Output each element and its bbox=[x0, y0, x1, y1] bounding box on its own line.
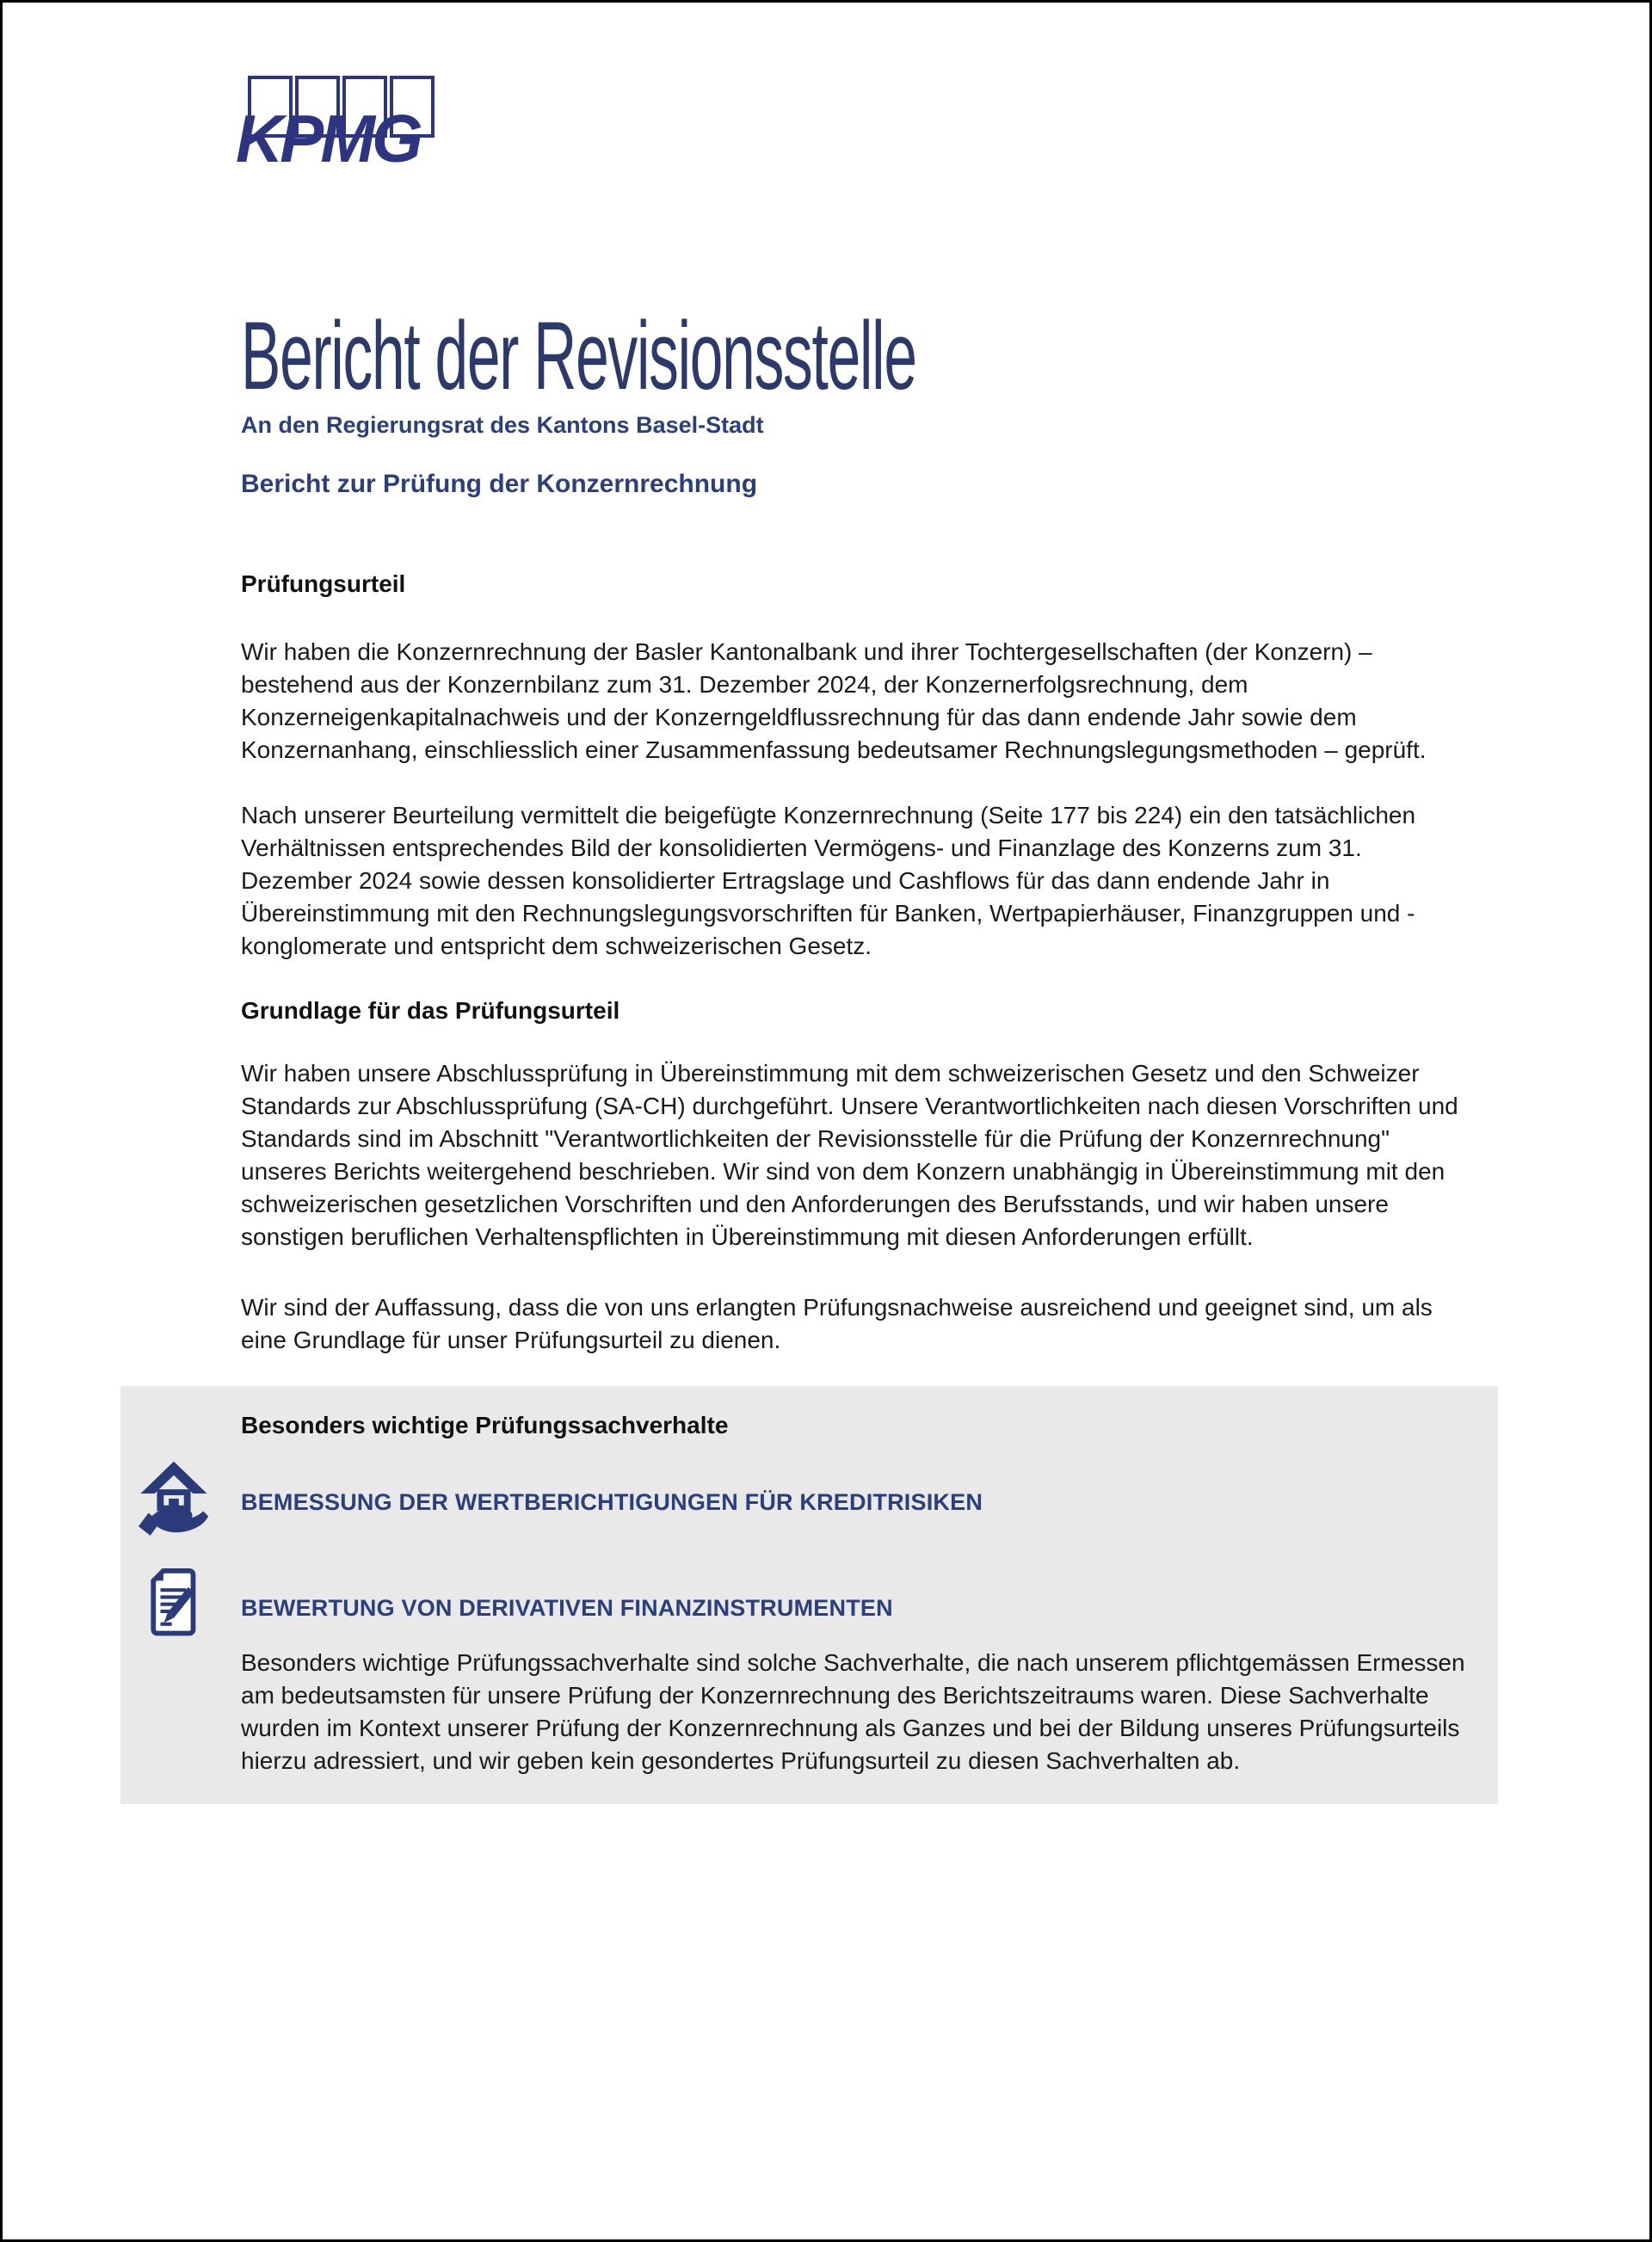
key-audit-matter-credit-risk-label: BEMESSUNG DER WERTBERICHTIGUNGEN FÜR KREDITRISIKEN bbox=[241, 1489, 983, 1515]
section-heading-pruefungsurteil: Prüfungsurteil bbox=[241, 570, 406, 597]
key-audit-matters-box bbox=[120, 1386, 1498, 1804]
section-heading-grundlage: Grundlage für das Prüfungsurteil bbox=[241, 997, 620, 1024]
paragraph-audit-opinion-2: Nach unserer Beurteilung vermittelt die beigefügte Konzernrechnung (Seite 177 bis 224) ein den tatsächlichen Verhältnissen entsprechendes Bild der konsolidierten Vermögens- und Finanzlage des Konzerns zum 31. Dezember 2024 sowie dessen konsolidierter Ertragslage und Cashflows für das dann endende Jahr in Übereinstimmung mit den Rechnungslegungsvorschriften für Banken, Wertpapierhäuser, Finanzgruppen und - konglomerate und entspricht dem schweizerischen Gesetz. bbox=[241, 802, 1416, 959]
page-title: Bericht der Revisionsstelle bbox=[241, 302, 916, 410]
key-audit-matters-heading: Besonders wichtige Prüfungssachverhalte bbox=[241, 1412, 729, 1438]
house-in-hand-icon bbox=[136, 1451, 212, 1537]
key-audit-matter-derivatives-label: BEWERTUNG VON DERIVATIVEN FINANZINSTRUMENTEN bbox=[241, 1595, 893, 1621]
key-audit-matters-paragraph: Besonders wichtige Prüfungssachverhalte sind solche Sachverhalte, die nach unserem pflichtgemässen Ermessen am bedeutsamsten für unsere Prüfung der Konzernrechnung des Berichtszeitraums waren. Diese Sachverhalte wurden im Kontext unserer Prüfung der Konzernrechnung als Ganzes und bei der Bildung unseres Prüfungsurteils hierzu adressiert, und wir geben kein gesondertes Prüfungsurteil zu diesen Sachverhalten ab. bbox=[241, 1649, 1465, 1774]
report-subtitle: Bericht zur Prüfung der Konzernrechnung bbox=[241, 470, 758, 498]
report-recipient: An den Regierungsrat des Kantons Basel-Stadt bbox=[241, 412, 764, 438]
paragraph-audit-opinion-1: Wir haben die Konzernrechnung der Basler Kantonalbank und ihrer Tochtergesellschaften (der Konzern) – bestehend aus der Konzernbilanz zum 31. Dezember 2024, der Konzernerfolgsrechnung, dem Konzerneigenkapitalnachweis und der Konzerngeldflussrechnung für das dann endende Jahr sowie dem Konzernanhang, einschliesslich einer Zusammenfassung bedeutsamer Rechnungslegungsmethoden – geprüft. bbox=[241, 638, 1427, 763]
paragraph-basis-for-opinion-2: Wir sind der Auffassung, dass die von uns erlangten Prüfungsnachweise ausreichend und geeignet sind, um als eine Grundlage für unser Prüfungsurteil zu dienen. bbox=[241, 1294, 1433, 1353]
kpmg-logo-text: KPMG bbox=[236, 101, 420, 176]
kpmg-logo bbox=[236, 76, 472, 176]
paragraph-basis-for-opinion-1: Wir haben unsere Abschlussprüfung in Übereinstimmung mit dem schweizerischen Gesetz und den Schweizer Standards zur Abschlussprüfung (SA-CH) durchgeführt. Unsere Verantwortlichkeiten nach diesen Vorschriften und Standards sind im Abschnitt "Verantwortlichkeiten der Revisionsstelle für die Prüfung der Konzernrechnung" unseres Berichts weitergehend beschrieben. Wir sind von dem Konzern unabhängig in Übereinstimmung mit den schweizerischen gesetzlichen Vorschriften und den Anforderungen des Berufsstands, und wir haben unsere sonstigen beruflichen Verhaltenspflichten in Übereinstimmung mit diesen Anforderungen erfüllt. bbox=[241, 1060, 1458, 1250]
document-pencil-icon bbox=[146, 1563, 203, 1642]
